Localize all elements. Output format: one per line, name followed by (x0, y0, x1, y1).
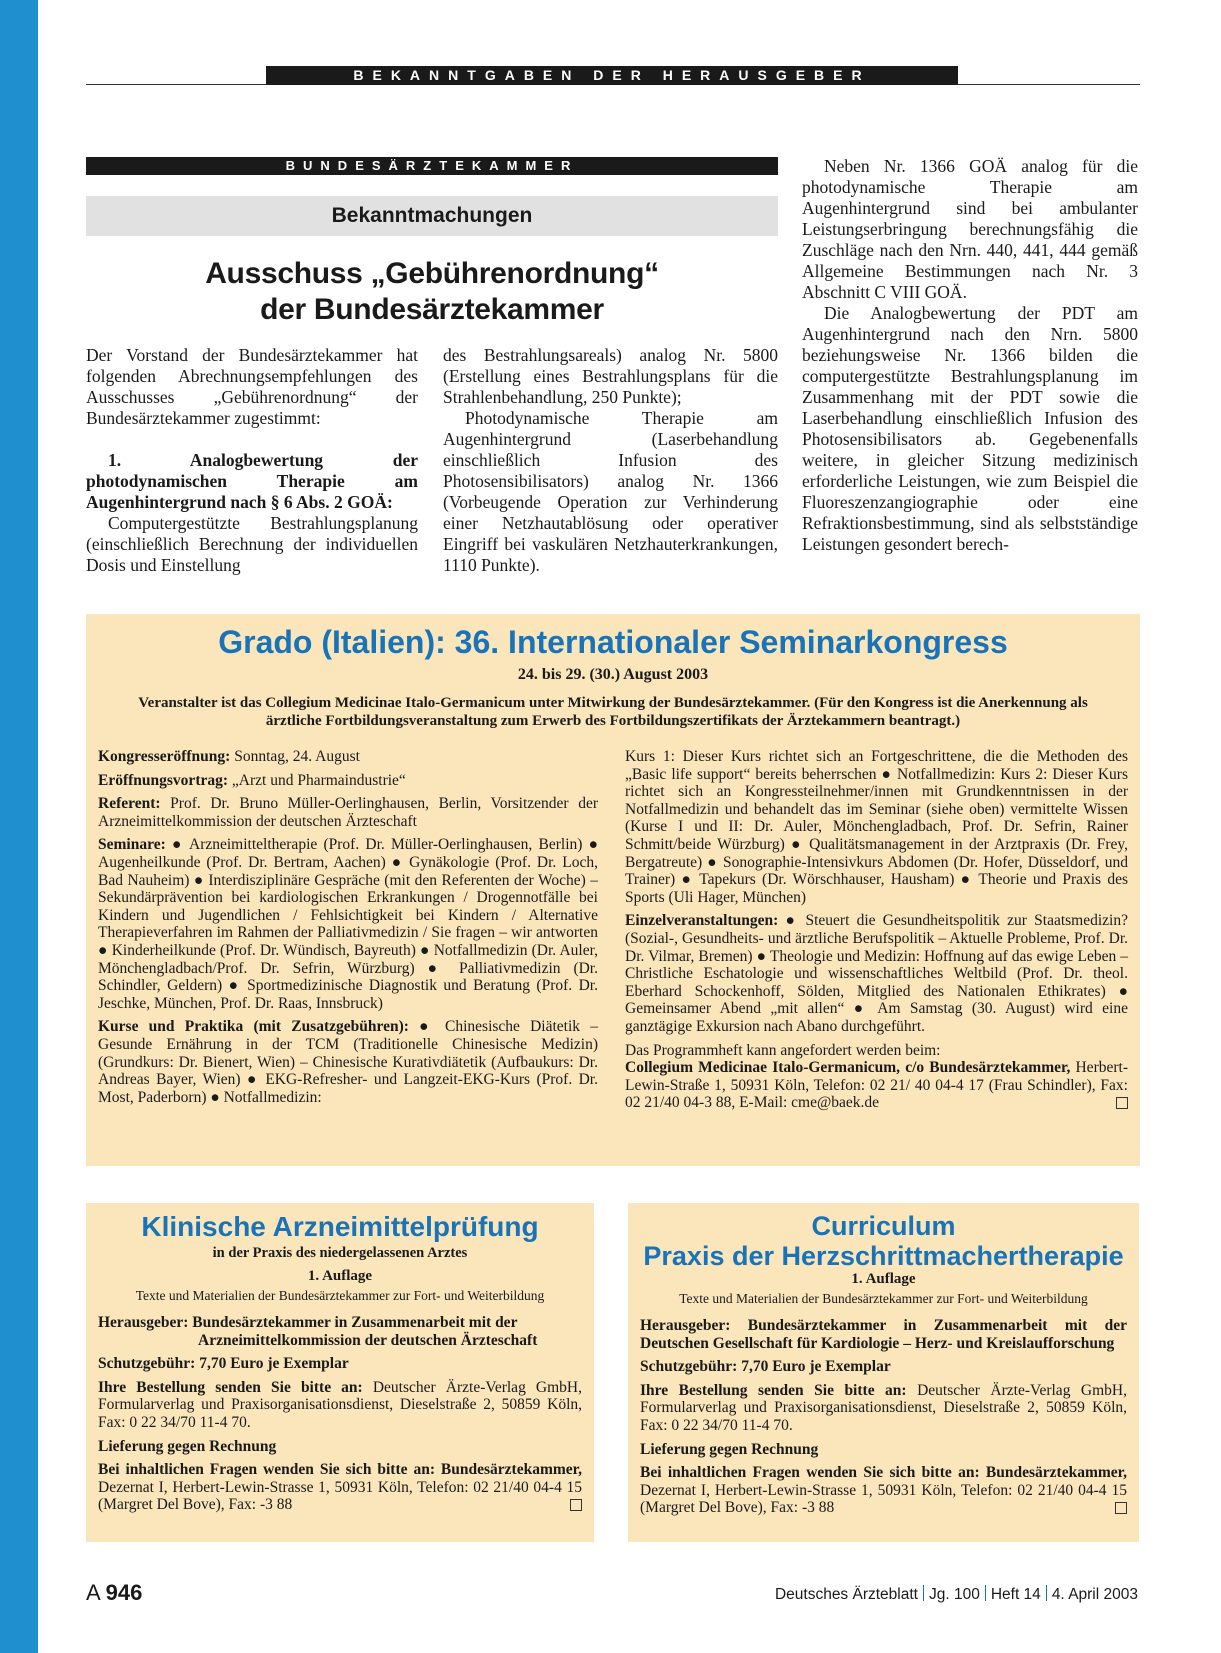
curriculum-series: Texte und Materialien der Bundesärztekammer zur Fort- und Weiterbildung (679, 1291, 1088, 1306)
curriculum-order-label: Ihre Bestellung senden Sie bitte an: (640, 1381, 907, 1399)
grado-courses (98, 1018, 598, 1106)
article-paragraph: des Bestrahlungsareals) analog Nr. 5800 (Erstellung eines Bestrahlungsplans für die Strahlenbehandlung, 250 Punkte); (443, 345, 778, 407)
klinisch-subtitle: in der Praxis des niedergelassenen Arztes (212, 1245, 468, 1261)
klinisch-contact-label: Bei inhaltlichen Fragen wenden Sie sich bitte an: Bundesärztekammer, (98, 1461, 582, 1479)
header-banner: BEKANNTGABEN DER HERAUSGEBER (266, 66, 958, 85)
grado-announcement-box (86, 614, 1140, 1166)
grado-dates: 24. bis 29. (30.) August 2003 (517, 666, 709, 683)
end-square-icon (570, 1499, 582, 1511)
klinisch-publisher-line1: Herausgeber: Bundesärztekammer in Zusammenarbeit mit der (98, 1314, 518, 1331)
curriculum-publisher: Herausgeber: Bundesärztekammer in Zusammenarbeit mit der Deutschen Gesellschaft für Kardiologie – Herz- und Kreislaufforschung (640, 1317, 1127, 1352)
klinisch-body (98, 1314, 582, 1520)
curriculum-title-line2: Praxis der Herzschrittmachertherapie (643, 1241, 1124, 1271)
article-paragraph: Neben Nr. 1366 GOÄ analog für die photodynamische Therapie am Augenhintergrund sind bei ambulanter Leistungserbringung berechnungsfähig die Zuschläge nach den Nrn. 440, 441, 444 gemäß Allgemeine Bestimmungen nach Nr. 3 Abschnitt C VIII GOÄ. (802, 156, 1138, 302)
grado-seminars-value: ● Arzneimitteltherapie (Prof. Dr. Müller-Oerlinghausen, Berlin) ● Augenheilkunde (Prof. Dr. Bertram, Aachen) ● Gynäkologie (Prof. Dr. Loch, Bad Nauheim) ● Interdisziplinäre Gespräche (mit den Referenten der Woche) – Sekundärprävention bei kardiologischen Erkrankungen / Drogennotfälle bei Kindern und Jugendlichen / Fehlsichtigkeit bei Kindern / Alternative Therapieverfahren im Rahmen der Palliativmedizin / Sie fragen – wir antworten ● Kinderheilkunde (Prof. Dr. Wündisch, Bayreuth) ● Notfallmedizin (Dr. Auler, Mönchengladbach/Prof. Dr. Sefrin, Würzburg) ● Palliativmedizin (Dr. Schindler, Geldern) ● Sportmedizinische Diagnostik und Beratung (Prof. Dr. Jeschke, München, Prof. Dr. Raas, Innsbruck) (98, 836, 598, 1012)
grado-events-label: Einzelveranstaltungen: (625, 912, 779, 930)
article-title (86, 256, 778, 328)
grado-program (625, 1042, 1128, 1112)
article-paragraph: Die Analogbewertung der PDT am Augenhintergrund nach den Nrn. 5800 beziehungsweise Nr. 1366 bilden die computergestützte Bestrahlungsplanung im Zusammenhang mit der PDT sowie die Laserbehandlung einschließlich Infusion des Photosensibilisators ab. Gegebenenfalls weitere, in gleicher Sitzung medizinisch erforderliche Leistungen, wie zum Beispiel die Fluoreszenzangiographie oder eine Refraktionsbestimmung, sind als selbstständige Leistungen gesondert berech- (802, 303, 1138, 554)
grado-program-org: Collegium Medicinae Italo-Germanicum, c/o Bundesärztekammer, (625, 1059, 1071, 1077)
article-column-3 (802, 156, 1138, 555)
grado-seminars (98, 836, 598, 1012)
article-text: Computergestützte Bestrahlungsplanung (einschließlich Berechnung der individuellen Dosis und Einstellung (86, 513, 418, 575)
end-square-icon (1115, 1502, 1127, 1514)
curriculum-contact-value: Dezernat I, Herbert-Lewin-Strasse 1, 50931 Köln, Telefon: 02 21/40 04-4 15 (Margret Del Bove), Fax: -3 88 (640, 1481, 1127, 1517)
grado-program-intro: Das Programmheft kann angefordert werden beim: (625, 1041, 941, 1059)
page-number (86, 1580, 142, 1606)
grado-opening (98, 748, 598, 766)
grado-opening-value: Sonntag, 24. August (230, 748, 360, 765)
grado-column-1 (98, 748, 598, 1112)
klinisch-order (98, 1379, 582, 1432)
grado-events (625, 912, 1128, 1035)
klinisch-order-label: Ihre Bestellung senden Sie bitte an: (98, 1378, 363, 1396)
klinisch-order-value: Deutscher Ärzte-Verlag GmbH, Formularverlag und Praxisorganisationsdienst, Dieselstraße 2, 50859 Köln, Fax: 0 22 34/70 11-4 70. (98, 1378, 582, 1431)
klinische-arzneimittelpruefung-box (86, 1203, 594, 1542)
curriculum-title-line1: Curriculum (811, 1211, 956, 1241)
klinisch-contact (98, 1461, 582, 1514)
curriculum-delivery: Lieferung gegen Rechnung (640, 1440, 819, 1458)
grado-courses-label: Kurse und Praktika (mit Zusatzgebühren): (98, 1018, 409, 1036)
journal-volume: Jg. 100 (928, 1586, 980, 1603)
klinisch-delivery: Lieferung gegen Rechnung (98, 1437, 277, 1455)
klinisch-edition: 1. Auflage (307, 1268, 373, 1284)
separator (923, 1585, 924, 1601)
subsection-bar: Bekanntmachungen (86, 196, 778, 236)
klinisch-fee: Schutzgebühr: 7,70 Euro je Exemplar (98, 1355, 349, 1373)
article-title-line1: Ausschuss „Gebührenordnung“ (205, 257, 659, 290)
curriculum-fee: Schutzgebühr: 7,70 Euro je Exemplar (640, 1358, 891, 1376)
grado-program-contact: Herbert-Lewin-Straße 1, 50931 Köln, Telefon: 02 21/ 40 04-4 17 (Frau Schindler), Fax: 02 21/40 04-3 88, E-Mail: cme@baek.de (625, 1059, 1128, 1112)
curriculum-body (640, 1317, 1127, 1523)
curriculum-contact-label: Bei inhaltlichen Fragen wenden Sie sich bitte an: Bundesärztekammer, (640, 1464, 1127, 1482)
end-square-icon (1116, 1097, 1128, 1109)
page-number-value: 946 (105, 1580, 143, 1605)
curriculum-edition: 1. Auflage (851, 1271, 916, 1287)
grado-speaker-value: Prof. Dr. Bruno Müller-Oerlinghausen, Berlin, Vorsitzender der Arzneimittelkommission der deutschen Ärzteschaft (98, 795, 598, 830)
klinisch-title: Klinische Arzneimittelprüfung (141, 1211, 539, 1242)
left-color-stripe (0, 0, 38, 1653)
grado-organizer: Veranstalter ist das Collegium Medicinae Italo-Germanicum unter Mitwirkung der Bundesärztekammer. (Für den Kongress ist die Anerkennung als ärztliche Fortbildungsveranstaltung zum Erwerb des Fortbildungszertifikats der Ärztekammern beantragt.) (138, 695, 1088, 729)
curriculum-title (628, 1211, 1139, 1271)
grado-lecture-label: Eröffnungsvortrag: (98, 771, 229, 789)
journal-date: 4. April 2003 (1051, 1586, 1138, 1603)
grado-speaker-label: Referent: (98, 795, 161, 813)
article-paragraph: Photodynamische Therapie am Augenhintergrund (Laserbehandlung einschließlich Infusion des Photosensibilisators) analog Nr. 1366 (Vorbeugende Operation zur Verhinderung einer Netzhautablösung oder operativer Eingriff bei vaskulären Netzhauterkrankungen, 1110 Punkte). (443, 408, 778, 575)
article-column-1 (86, 345, 418, 576)
grado-seminars-label: Seminare: (98, 836, 166, 854)
grado-title: Grado (Italien): 36. Internationaler Seminarkongress (218, 624, 1008, 660)
grado-speaker (98, 795, 598, 830)
separator (985, 1585, 986, 1601)
curriculum-contact (640, 1464, 1127, 1517)
klinisch-series: Texte und Materialien der Bundesärztekammer zur Fort- und Weiterbildung (135, 1288, 545, 1303)
section-bar: BUNDESÄRZTEKAMMER (86, 157, 778, 175)
article-column-2 (443, 345, 778, 576)
journal-name: Deutsches Ärzteblatt (774, 1586, 918, 1603)
grado-lecture-value: „Arzt und Pharmaindustrie“ (228, 771, 406, 789)
klinisch-contact-value: Dezernat I, Herbert-Lewin-Strasse 1, 50931 Köln, Telefon: 02 21/40 04-4 15 (Margret Del Bove), Fax: -3 88 (98, 1478, 582, 1514)
curriculum-order-value: Deutscher Ärzte-Verlag GmbH, Formularverlag und Praxisorganisationsdienst, Dieselstraße 2, 50859 Köln, Fax: 0 22 34/70 11-4 70. (640, 1381, 1127, 1434)
grado-column-2 (625, 748, 1128, 1112)
article-heading: 1. Analogbewertung der photodynamischen Therapie am Augenhintergrund nach § 6 Abs. 2 GOÄ: (86, 450, 418, 512)
article-intro: Der Vorstand der Bundesärztekammer hat folgenden Abrechnungsempfehlungen des Ausschusses „Gebührenordnung“ der Bundesärztekammer zugestimmt: (86, 345, 418, 428)
grado-courses-continued: Kurs 1: Dieser Kurs richtet sich an Fortgeschrittene, die die Methoden des „Basic life support“ bereits beherrschen ● Notfallmedizin: Kurs 2: Dieser Kurs richtet sich an Kongressteilnehmer/innen mit Grundkenntnissen in der Notfallmedizin und behandelt das im Seminar (siehe oben) vermittelte Wissen (Kurse I und II: Dr. Auler, Mönchengladbach, Prof. Dr. Sefrin, Rainer Schmitt/beide Würzburg) ● Qualitätsmanagement in der Arztpraxis (Dr. Frey, Bergatreute) ● Sonographie-Intensivkurs Abdomen (Dr. Hofer, Düsseldorf, und Trainer) ● Tapekurs (Dr. Wörschhauser, Hausham) ● Theorie und Praxis des Sports (Uli Hager, München) (625, 748, 1128, 906)
journal-issue: Heft 14 (990, 1586, 1041, 1603)
klinisch-publisher-line2: Arzneimittelkommission der deutschen Ärzteschaft (198, 1331, 538, 1349)
article-title-line2: der Bundesärztekammer (260, 293, 604, 326)
curriculum-order (640, 1382, 1127, 1435)
grado-opening-label: Kongresseröffnung: (98, 748, 231, 765)
separator (1046, 1585, 1047, 1601)
curriculum-herzschrittmacher-box (628, 1203, 1139, 1542)
grado-lecture (98, 772, 598, 790)
klinisch-publisher (98, 1314, 582, 1349)
grado-events-value: ● Steuert die Gesundheitspolitik zur Staatsmedizin? (Sozial-, Gesundheits- und ärztliche Berufspolitik – Aktuelle Probleme, Prof. Dr. Dr. Vilmar, Bremen) ● Theologie und Medizin: Hoffnung auf das ewige Leben – Christliche Eschatologie und wissenschaftliches Weltbild (Prof. Dr. theol. Eberhard Schockenhoff, Sölden, Mitglied des Nationalen Ethikrates) ● Gemeinsamer Abend „mit allen“ ● Am Samstag (30. August) wird eine ganztägige Exkursion nach Abano durchgeführt. (625, 912, 1128, 1035)
journal-info (775, 1585, 1138, 1604)
page-prefix: A (86, 1580, 100, 1605)
grado-courses-value: ● Chinesische Diätetik – Gesunde Ernährung in der TCM (Traditionelle Chinesische Medizin) (Grundkurs: Dr. Bienert, Wien) – Chinesische Kurativdiätetik (Aufbaukurs: Dr. Andreas Bayer, Wien) ● EKG-Refresher- und Langzeit-EKG-Kurs (Prof. Dr. Most, Paderborn) ● Notfallmedizin: (98, 1018, 598, 1106)
